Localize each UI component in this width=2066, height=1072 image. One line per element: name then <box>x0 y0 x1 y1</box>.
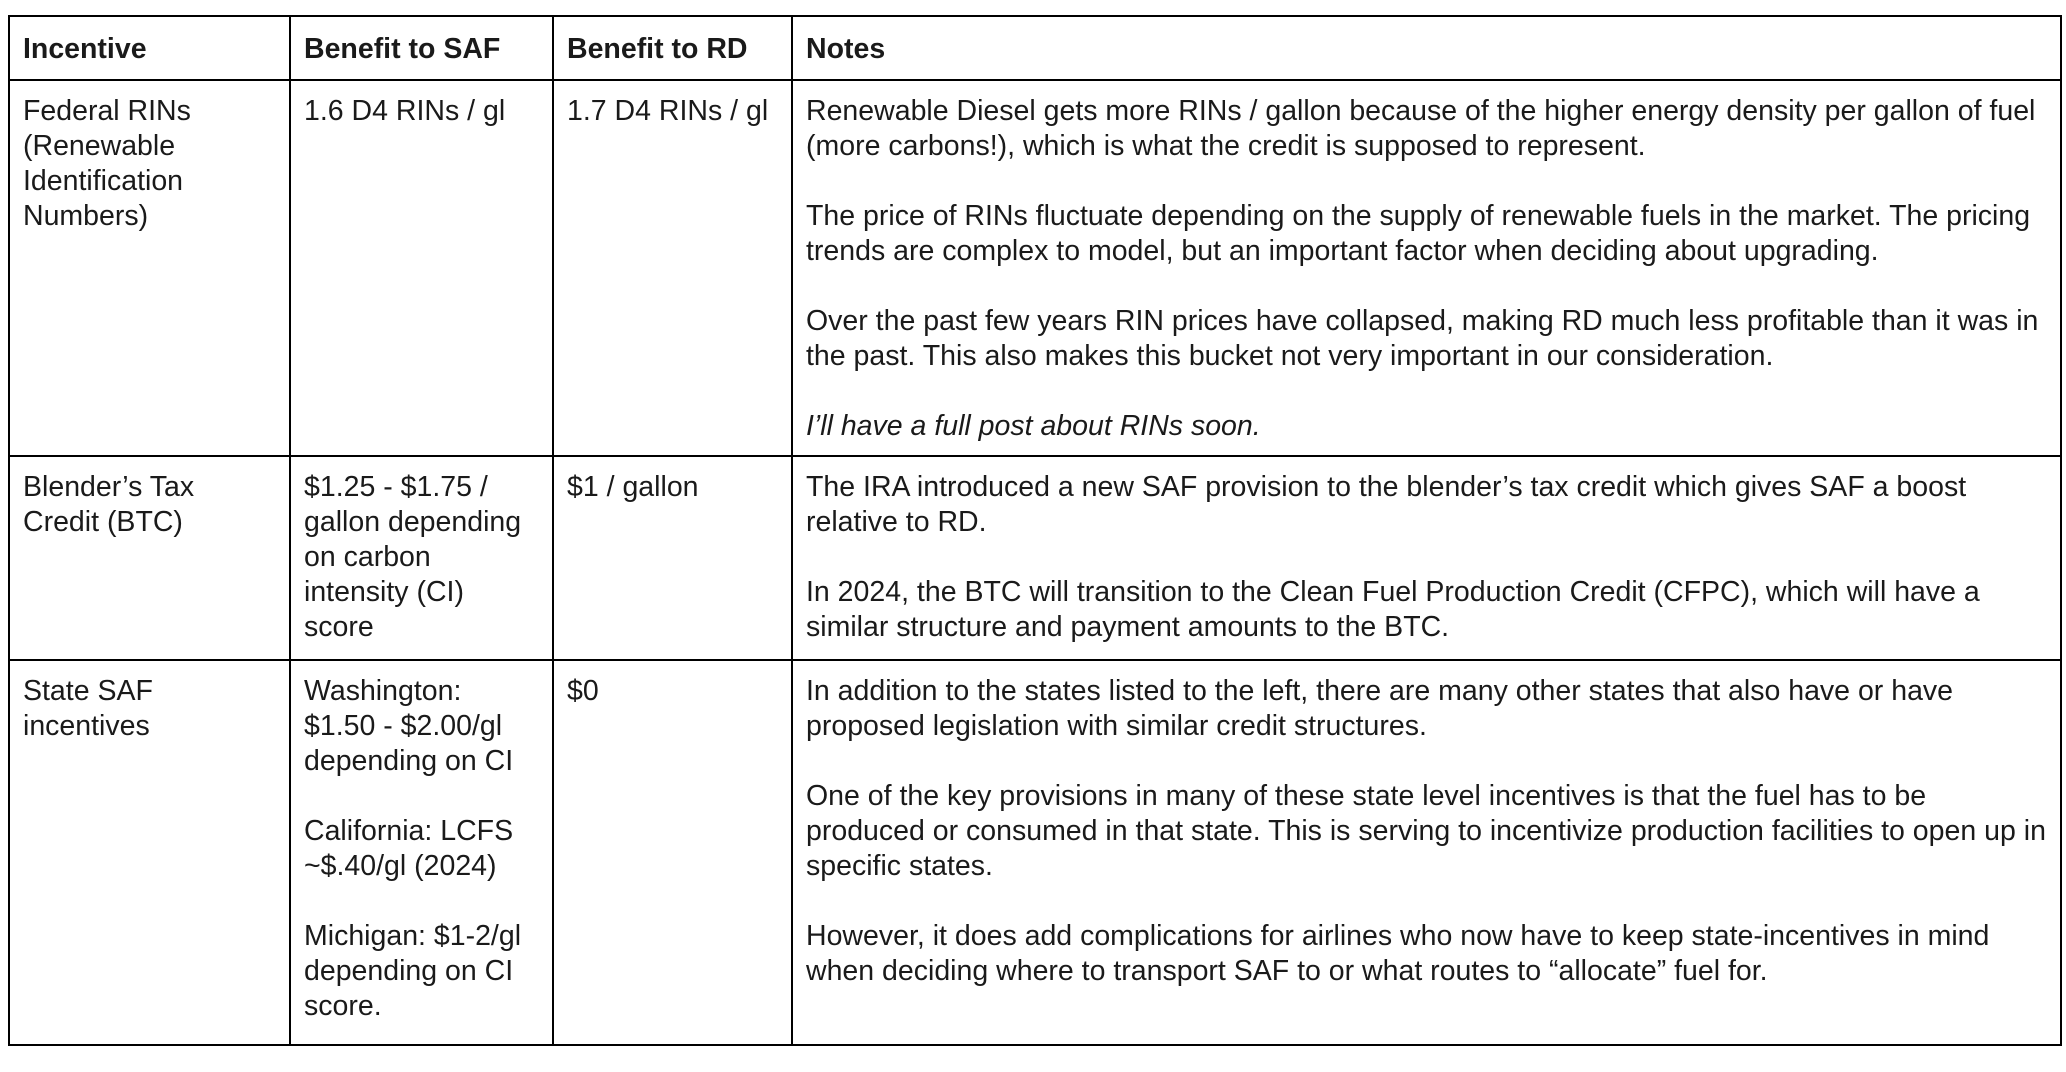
header-benefit-to-rd: Benefit to RD <box>553 16 792 80</box>
note-paragraph-italic: I’ll have a full post about RINs soon. <box>806 410 1261 442</box>
incentives-table <box>8 15 2062 1046</box>
notes-cell <box>792 456 2061 660</box>
note-paragraph: However, it does add complications for airlines who now have to keep state-incentives in mind when deciding where to transport SAF to or what routes to “allocate” fuel for. <box>806 920 1990 987</box>
note-paragraph: In addition to the states listed to the left, there are many other states that also have or have proposed legislation with similar credit structures. <box>806 675 1954 742</box>
rd-benefit-cell: $0 <box>553 660 792 1045</box>
saf-benefit-cell <box>290 456 553 660</box>
note-paragraph: The price of RINs fluctuate depending on the supply of renewable fuels in the market. The pricing trends are complex to model, but an important factor when deciding about upgrading. <box>806 200 2031 267</box>
table-row <box>9 660 2061 1045</box>
saf-benefit-text: 1.6 D4 RINs / gl <box>304 95 506 127</box>
notes-cell <box>792 80 2061 456</box>
incentive-cell: Federal RINs (Renewable Identification Numbers) <box>9 80 290 456</box>
saf-benefit-text: California: LCFS ~$.40/gl (2024) <box>304 815 514 882</box>
rd-benefit-cell: $1 / gallon <box>553 456 792 660</box>
saf-benefit-text: Michigan: $1-2/gl depending on CI score. <box>304 920 522 1022</box>
saf-benefit-cell <box>290 660 553 1045</box>
incentive-cell: Blender’s Tax Credit (BTC) <box>9 456 290 660</box>
note-paragraph: Over the past few years RIN prices have collapsed, making RD much less profitable than it was in the past. This also makes this bucket not very important in our consideration. <box>806 305 2039 372</box>
note-paragraph: One of the key provisions in many of these state level incentives is that the fuel has to be produced or consumed in that state. This is serving to incentivize production facilities to open up in specific states. <box>806 780 2046 882</box>
note-paragraph: Renewable Diesel gets more RINs / gallon because of the higher energy density per gallon of fuel (more carbons!), which is what the credit is supposed to represent. <box>806 95 2036 162</box>
rd-benefit-cell: 1.7 D4 RINs / gl <box>553 80 792 456</box>
incentive-cell: State SAF incentives <box>9 660 290 1045</box>
saf-benefit-text: $1.25 - $1.75 / gallon depending on carbon intensity (CI) score <box>304 471 522 643</box>
incentives-table-container <box>8 15 2060 1046</box>
table-row <box>9 80 2061 456</box>
note-paragraph: The IRA introduced a new SAF provision to the blender’s tax credit which gives SAF a boost relative to RD. <box>806 471 1967 538</box>
header-incentive: Incentive <box>9 16 290 80</box>
notes-cell <box>792 660 2061 1045</box>
saf-benefit-text: Washington: $1.50 - $2.00/gl depending on CI <box>304 675 514 777</box>
saf-benefit-cell <box>290 80 553 456</box>
note-paragraph: In 2024, the BTC will transition to the Clean Fuel Production Credit (CFPC), which will have a similar structure and payment amounts to the BTC. <box>806 576 1980 643</box>
header-notes: Notes <box>792 16 2061 80</box>
table-header-row <box>9 16 2061 80</box>
table-row <box>9 456 2061 660</box>
header-benefit-to-saf: Benefit to SAF <box>290 16 553 80</box>
